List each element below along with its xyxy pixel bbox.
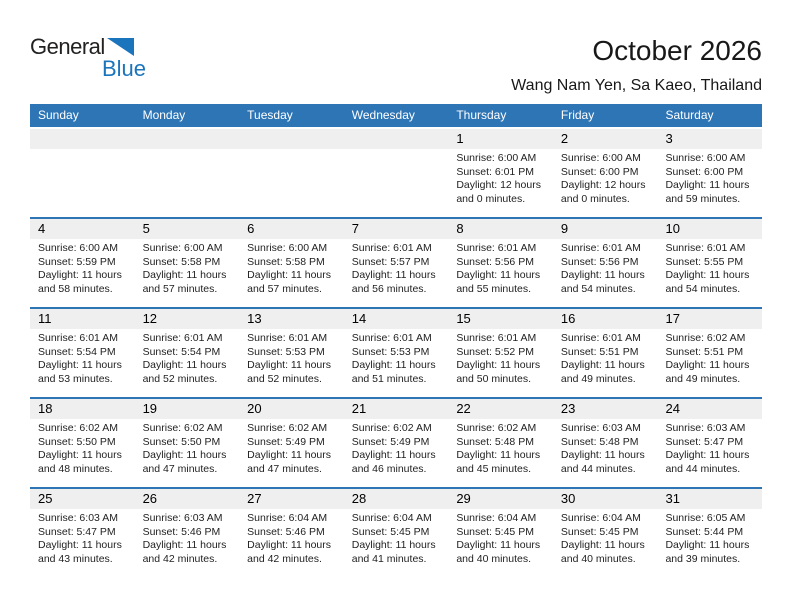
day-number: 15 — [456, 311, 471, 326]
day-number: 10 — [665, 221, 680, 236]
empty-day-cell — [344, 129, 449, 217]
daylight-text: Daylight: 11 hours and 44 minutes. — [665, 449, 750, 475]
day-number: 3 — [665, 131, 673, 146]
day-number: 27 — [247, 491, 262, 506]
date-band — [657, 399, 762, 419]
sunrise-text: Sunrise: 6:02 AM — [38, 422, 118, 434]
day-cell — [135, 219, 240, 307]
week-row — [30, 397, 762, 487]
date-band — [553, 399, 658, 419]
daylight-text: Daylight: 11 hours and 47 minutes. — [142, 449, 227, 475]
day-details — [344, 239, 449, 296]
day-number: 5 — [142, 221, 150, 236]
daylight-text: Daylight: 11 hours and 46 minutes. — [351, 449, 436, 475]
empty-day-cell — [239, 129, 344, 217]
sunrise-text: Sunrise: 6:05 AM — [665, 512, 746, 524]
date-band — [657, 129, 762, 149]
date-band — [657, 219, 762, 239]
sunset-text: Sunset: 5:56 PM — [560, 255, 639, 268]
sunset-text: Sunset: 5:47 PM — [38, 525, 116, 538]
day-cell — [344, 489, 449, 577]
weekday-header-row — [30, 104, 762, 127]
day-cell — [657, 129, 762, 217]
sunset-text: Sunset: 5:53 PM — [351, 345, 430, 358]
day-cell — [239, 489, 344, 577]
day-number: 12 — [142, 311, 158, 326]
sunset-text: Sunset: 5:53 PM — [247, 345, 325, 358]
sunrise-text: Sunrise: 6:01 AM — [560, 242, 641, 254]
day-number: 29 — [456, 491, 471, 506]
sunrise-text: Sunrise: 6:02 AM — [351, 422, 432, 434]
sunset-text: Sunset: 6:00 PM — [560, 165, 639, 178]
day-cell — [448, 399, 553, 487]
day-details — [657, 509, 762, 566]
daylight-text: Daylight: 11 hours and 49 minutes. — [665, 359, 750, 385]
day-cell — [30, 489, 135, 577]
date-band — [448, 129, 553, 149]
sunrise-text: Sunrise: 6:00 AM — [456, 152, 537, 164]
day-cell — [657, 399, 762, 487]
sunset-text: Sunset: 5:47 PM — [665, 435, 744, 448]
day-cell — [553, 219, 658, 307]
day-details — [30, 509, 135, 566]
day-details — [553, 509, 658, 566]
sunrise-text: Sunrise: 6:01 AM — [38, 332, 118, 344]
day-details — [448, 329, 553, 386]
date-band — [448, 399, 553, 419]
day-details — [553, 329, 658, 386]
day-number: 18 — [38, 401, 53, 416]
day-cell — [30, 219, 135, 307]
day-number: 14 — [351, 311, 367, 326]
sunset-text: Sunset: 5:48 PM — [456, 435, 534, 448]
daylight-text: Daylight: 11 hours and 47 minutes. — [247, 449, 332, 475]
sunrise-text: Sunrise: 6:00 AM — [38, 242, 118, 254]
date-band — [448, 489, 553, 509]
date-band — [344, 489, 449, 509]
sunset-text: Sunset: 5:52 PM — [456, 345, 534, 358]
day-details — [344, 509, 449, 566]
sunrise-text: Sunrise: 6:00 AM — [665, 152, 746, 164]
day-cell — [344, 309, 449, 397]
weekday-header-thursday: Thursday — [456, 108, 507, 122]
sunrise-text: Sunrise: 6:01 AM — [560, 332, 641, 344]
day-number: 11 — [38, 311, 52, 326]
day-cell — [553, 399, 658, 487]
daylight-text: Daylight: 11 hours and 54 minutes. — [560, 269, 645, 295]
daylight-text: Daylight: 11 hours and 41 minutes. — [351, 539, 436, 565]
daylight-text: Daylight: 11 hours and 56 minutes. — [351, 269, 436, 295]
sunrise-text: Sunrise: 6:01 AM — [456, 332, 537, 344]
date-band — [239, 399, 344, 419]
date-band — [344, 309, 449, 329]
sunrise-text: Sunrise: 6:00 AM — [142, 242, 223, 254]
daylight-text: Daylight: 11 hours and 50 minutes. — [456, 359, 541, 385]
day-details — [657, 149, 762, 206]
day-details — [30, 329, 135, 386]
day-number: 6 — [247, 221, 255, 236]
day-cell — [657, 489, 762, 577]
weekday-header-saturday: Saturday — [665, 108, 714, 122]
sunrise-text: Sunrise: 6:02 AM — [247, 422, 328, 434]
weekday-header-sunday: Sunday — [38, 108, 79, 122]
date-band — [135, 489, 240, 509]
date-band — [135, 399, 240, 419]
sunset-text: Sunset: 5:49 PM — [351, 435, 430, 448]
day-number: 23 — [560, 401, 576, 416]
sunrise-text: Sunrise: 6:01 AM — [351, 332, 432, 344]
sunset-text: Sunset: 5:55 PM — [665, 255, 744, 268]
title-block — [511, 36, 762, 95]
daylight-text: Daylight: 11 hours and 42 minutes. — [142, 539, 227, 565]
daylight-text: Daylight: 11 hours and 43 minutes. — [38, 539, 122, 565]
daylight-text: Daylight: 11 hours and 57 minutes. — [142, 269, 227, 295]
sunrise-text: Sunrise: 6:01 AM — [456, 242, 537, 254]
day-number: 24 — [665, 401, 680, 416]
day-cell — [448, 219, 553, 307]
day-number: 31 — [665, 491, 680, 506]
daylight-text: Daylight: 11 hours and 53 minutes. — [38, 359, 122, 385]
day-cell — [448, 129, 553, 217]
day-cell — [239, 309, 344, 397]
date-band — [135, 219, 240, 239]
sunset-text: Sunset: 5:58 PM — [142, 255, 221, 268]
date-band — [30, 489, 135, 509]
date-band — [553, 219, 658, 239]
sunset-text: Sunset: 5:54 PM — [38, 345, 116, 358]
daylight-text: Daylight: 11 hours and 55 minutes. — [456, 269, 541, 295]
date-band — [30, 399, 135, 419]
day-cell — [30, 309, 135, 397]
date-band — [344, 399, 449, 419]
day-number: 17 — [665, 311, 680, 326]
daylight-text: Daylight: 11 hours and 44 minutes. — [560, 449, 645, 475]
date-band — [553, 489, 658, 509]
sunset-text: Sunset: 6:01 PM — [456, 165, 534, 178]
day-cell — [239, 399, 344, 487]
weeks-container — [30, 129, 762, 577]
day-details — [239, 419, 344, 476]
sunset-text: Sunset: 5:51 PM — [560, 345, 639, 358]
day-details — [135, 419, 240, 476]
sunrise-text: Sunrise: 6:01 AM — [665, 242, 746, 254]
weekday-header-monday: Monday — [142, 108, 186, 122]
daylight-text: Daylight: 11 hours and 52 minutes. — [247, 359, 332, 385]
sunrise-text: Sunrise: 6:04 AM — [456, 512, 537, 524]
day-details — [448, 239, 553, 296]
week-row — [30, 217, 762, 307]
page-subtitle: Wang Nam Yen, Sa Kaeo, Thailand — [511, 77, 762, 94]
sunset-text: Sunset: 5:45 PM — [351, 525, 430, 538]
day-details — [448, 509, 553, 566]
day-details — [657, 329, 762, 386]
daylight-text: Daylight: 11 hours and 49 minutes. — [560, 359, 645, 385]
day-cell — [553, 489, 658, 577]
weekday-header-wednesday: Wednesday — [351, 108, 415, 122]
day-details — [344, 419, 449, 476]
day-details — [239, 329, 344, 386]
day-details — [135, 509, 240, 566]
sunset-text: Sunset: 5:49 PM — [247, 435, 325, 448]
day-details — [448, 419, 553, 476]
date-band — [448, 219, 553, 239]
day-cell — [239, 219, 344, 307]
daylight-text: Daylight: 11 hours and 48 minutes. — [38, 449, 122, 475]
week-row — [30, 307, 762, 397]
day-number: 20 — [247, 401, 262, 416]
day-details — [553, 149, 658, 206]
daylight-text: Daylight: 11 hours and 40 minutes. — [560, 539, 645, 565]
day-number: 25 — [38, 491, 53, 506]
daylight-text: Daylight: 11 hours and 57 minutes. — [247, 269, 332, 295]
day-number: 19 — [142, 401, 158, 416]
day-cell — [30, 399, 135, 487]
day-details — [239, 239, 344, 296]
day-details — [30, 419, 135, 476]
day-number: 1 — [456, 131, 464, 146]
daylight-text: Daylight: 11 hours and 54 minutes. — [665, 269, 750, 295]
logo-text-general: General — [30, 34, 105, 59]
date-band — [239, 489, 344, 509]
sunset-text: Sunset: 5:50 PM — [38, 435, 116, 448]
day-details — [344, 329, 449, 386]
page-title: October 2026 — [592, 35, 762, 66]
weekday-header-tuesday: Tuesday — [247, 108, 293, 122]
sunset-text: Sunset: 5:56 PM — [456, 255, 534, 268]
day-cell — [135, 399, 240, 487]
day-cell — [344, 219, 449, 307]
date-band — [344, 129, 449, 149]
sunrise-text: Sunrise: 6:00 AM — [247, 242, 328, 254]
sunset-text: Sunset: 5:57 PM — [351, 255, 430, 268]
day-number: 8 — [456, 221, 464, 236]
sunrise-text: Sunrise: 6:04 AM — [247, 512, 328, 524]
sunrise-text: Sunrise: 6:03 AM — [665, 422, 746, 434]
sunset-text: Sunset: 5:45 PM — [456, 525, 534, 538]
day-cell — [657, 309, 762, 397]
daylight-text: Daylight: 11 hours and 59 minutes. — [665, 179, 750, 205]
day-cell — [553, 309, 658, 397]
week-row — [30, 487, 762, 577]
date-band — [344, 219, 449, 239]
calendar-table — [30, 104, 762, 577]
sunrise-text: Sunrise: 6:01 AM — [247, 332, 328, 344]
sunrise-text: Sunrise: 6:03 AM — [560, 422, 641, 434]
sunset-text: Sunset: 5:46 PM — [142, 525, 221, 538]
daylight-text: Daylight: 11 hours and 45 minutes. — [456, 449, 541, 475]
sunset-text: Sunset: 5:50 PM — [142, 435, 221, 448]
day-cell — [135, 309, 240, 397]
daylight-text: Daylight: 11 hours and 39 minutes. — [665, 539, 750, 565]
day-number: 30 — [560, 491, 576, 506]
sunrise-text: Sunrise: 6:02 AM — [456, 422, 537, 434]
day-cell — [657, 219, 762, 307]
date-band — [239, 309, 344, 329]
day-number: 4 — [38, 221, 46, 236]
empty-day-cell — [30, 129, 135, 217]
date-band — [553, 129, 658, 149]
date-band — [30, 129, 135, 149]
daylight-text: Daylight: 12 hours and 0 minutes. — [456, 179, 541, 205]
day-details — [135, 329, 240, 386]
date-band — [553, 309, 658, 329]
day-details — [239, 509, 344, 566]
date-band — [135, 309, 240, 329]
date-band — [30, 219, 135, 239]
sunrise-text: Sunrise: 6:03 AM — [38, 512, 118, 524]
sunset-text: Sunset: 5:54 PM — [142, 345, 221, 358]
week-row — [30, 129, 762, 217]
daylight-text: Daylight: 11 hours and 52 minutes. — [142, 359, 227, 385]
date-band — [448, 309, 553, 329]
daylight-text: Daylight: 11 hours and 40 minutes. — [456, 539, 541, 565]
date-band — [239, 129, 344, 149]
sunrise-text: Sunrise: 6:00 AM — [560, 152, 641, 164]
day-cell — [344, 399, 449, 487]
daylight-text: Daylight: 11 hours and 51 minutes. — [351, 359, 436, 385]
sunrise-text: Sunrise: 6:01 AM — [351, 242, 432, 254]
day-cell — [553, 129, 658, 217]
day-number: 7 — [351, 221, 359, 236]
day-number: 22 — [456, 401, 471, 416]
sunrise-text: Sunrise: 6:03 AM — [142, 512, 223, 524]
sunset-text: Sunset: 5:59 PM — [38, 255, 116, 268]
day-details — [657, 419, 762, 476]
date-band — [30, 309, 135, 329]
day-number: 16 — [560, 311, 576, 326]
sunset-text: Sunset: 5:46 PM — [247, 525, 325, 538]
sunset-text: Sunset: 5:58 PM — [247, 255, 325, 268]
day-details — [553, 239, 658, 296]
sunrise-text: Sunrise: 6:02 AM — [665, 332, 746, 344]
day-number: 28 — [351, 491, 367, 506]
sunrise-text: Sunrise: 6:02 AM — [142, 422, 223, 434]
sunset-text: Sunset: 5:44 PM — [665, 525, 744, 538]
daylight-text: Daylight: 11 hours and 42 minutes. — [247, 539, 332, 565]
empty-day-cell — [135, 129, 240, 217]
date-band — [135, 129, 240, 149]
daylight-text: Daylight: 12 hours and 0 minutes. — [560, 179, 646, 205]
day-cell — [448, 489, 553, 577]
day-details — [30, 239, 135, 296]
sunset-text: Sunset: 6:00 PM — [665, 165, 744, 178]
day-details — [135, 239, 240, 296]
date-band — [239, 219, 344, 239]
sunrise-text: Sunrise: 6:01 AM — [142, 332, 223, 344]
day-details — [657, 239, 762, 296]
general-blue-logo — [30, 36, 150, 80]
sunset-text: Sunset: 5:51 PM — [665, 345, 744, 358]
daylight-text: Daylight: 11 hours and 58 minutes. — [38, 269, 122, 295]
day-number: 2 — [560, 131, 569, 146]
sunset-text: Sunset: 5:48 PM — [560, 435, 639, 448]
day-cell — [448, 309, 553, 397]
day-number: 13 — [247, 311, 262, 326]
weekday-header-friday: Friday — [560, 108, 595, 122]
day-number: 26 — [142, 491, 158, 506]
date-band — [657, 489, 762, 509]
day-cell — [135, 489, 240, 577]
sunrise-text: Sunrise: 6:04 AM — [560, 512, 641, 524]
sunrise-text: Sunrise: 6:04 AM — [351, 512, 432, 524]
logo-text-blue: Blue — [101, 56, 146, 81]
day-number: 21 — [351, 401, 367, 416]
day-details — [553, 419, 658, 476]
day-details — [448, 149, 553, 206]
sunset-text: Sunset: 5:45 PM — [560, 525, 639, 538]
date-band — [657, 309, 762, 329]
day-number: 9 — [560, 221, 569, 236]
